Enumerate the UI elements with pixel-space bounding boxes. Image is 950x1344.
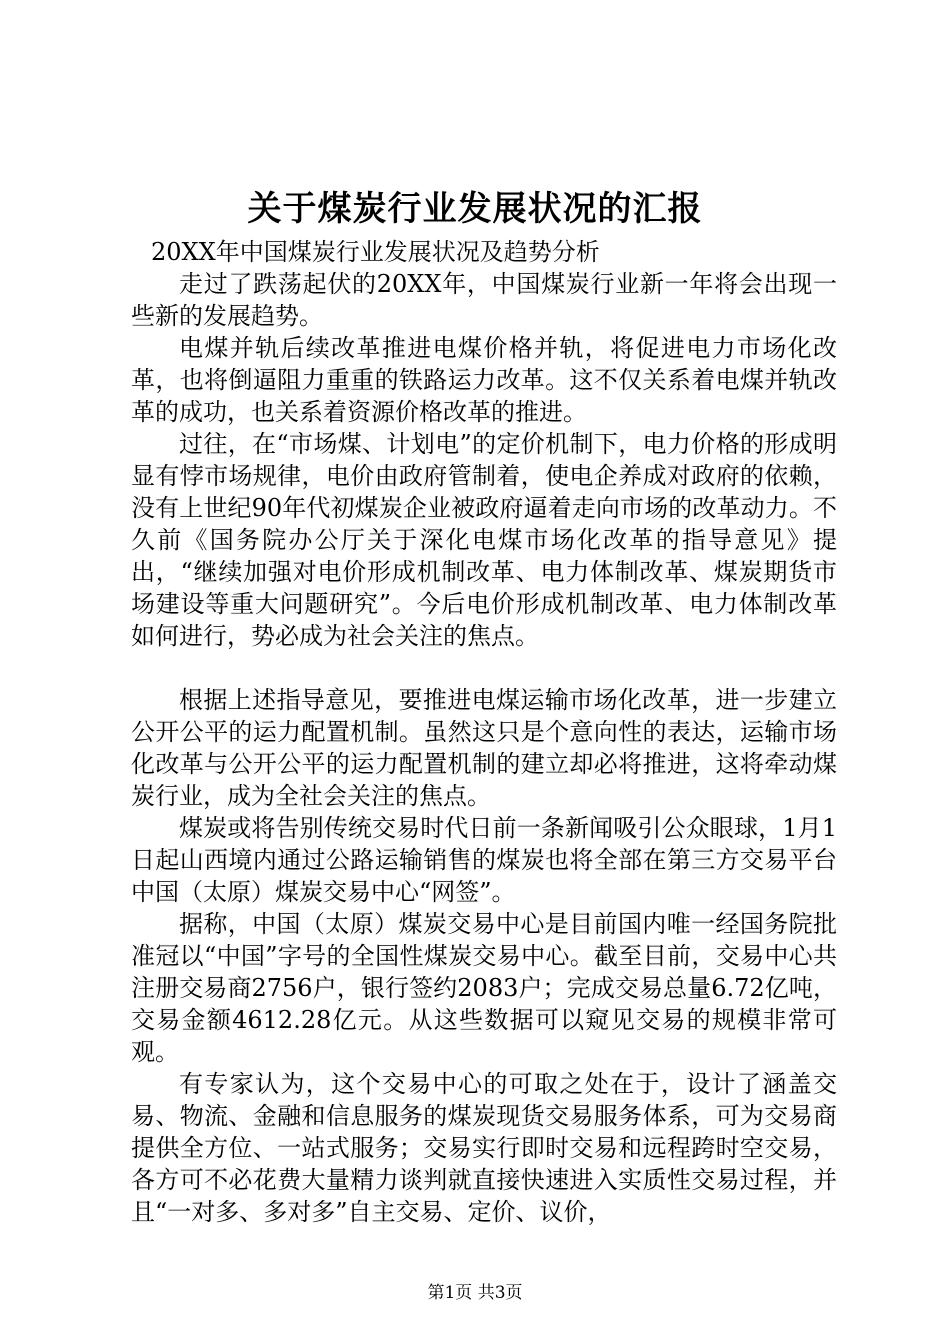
paragraph: 煤炭或将告别传统交易时代日前一条新闻吸引公众眼球，1月1日起山西境内通过公路运输销售的煤炭也将全部在第三方交易平台中国（太原）煤炭交易中心“网签”。	[131, 814, 837, 906]
document-body	[131, 236, 837, 1228]
paragraph: 过往，在“市场煤、计划电”的定价机制下，电力价格的形成明显有悖市场规律，电价由政府管制着，使电企养成对政府的依赖，没有上世纪90年代初煤炭企业被政府逼着走向市场的改革动力。不久前《国务院办公厅关于深化电煤市场化改革的指导意见》提出，“继续加强对电价形成机制改革、电力体制改革、煤炭期货市场建设等重大问题研究”。今后电价形成机制改革、电力体制改革如何进行，势必成为社会关注的焦点。	[131, 430, 837, 650]
paragraph: 电煤并轨后续改革推进电煤价格并轨，将促进电力市场化改革，也将倒逼阻力重重的铁路运力改革。这不仅关系着电煤并轨改革的成功，也关系着资源价格改革的推进。	[131, 334, 837, 426]
paragraph: 有专家认为，这个交易中心的可取之处在于，设计了涵盖交易、物流、金融和信息服务的煤炭现货交易服务体系，可为交易商提供全方位、一站式服务；交易实行即时交易和远程跨时空交易，各方可不必花费大量精力谈判就直接快速进入实质性交易过程，并且“一对多、多对多”自主交易、定价、议价，	[131, 1070, 837, 1226]
page-footer: 第1页 共3页	[427, 1283, 523, 1303]
paragraph: 根据上述指导意见，要推进电煤运输市场化改革，进一步建立公开公平的运力配置机制。虽然这只是个意向性的表达，运输市场化改革与公开公平的运力配置机制的建立却必将推进，这将牵动煤炭行业，成为全社会关注的焦点。	[131, 686, 837, 810]
paragraph: 据称，中国（太原）煤炭交易中心是目前国内唯一经国务院批准冠以“中国”字号的全国性煤炭交易中心。截至目前，交易中心共注册交易商2756户，银行签约2083户；完成交易总量6.72亿吨，交易金额4612.28亿元。从这些数据可以窥见交易的规模非常可观。	[131, 910, 837, 1066]
paragraph: 走过了跌荡起伏的20XX年，中国煤炭行业新一年将会出现一些新的发展趋势。	[131, 270, 837, 330]
document-title: 关于煤炭行业发展状况的汇报	[247, 189, 703, 229]
document-subtitle: 20XX年中国煤炭行业发展状况及趋势分析	[151, 238, 600, 266]
